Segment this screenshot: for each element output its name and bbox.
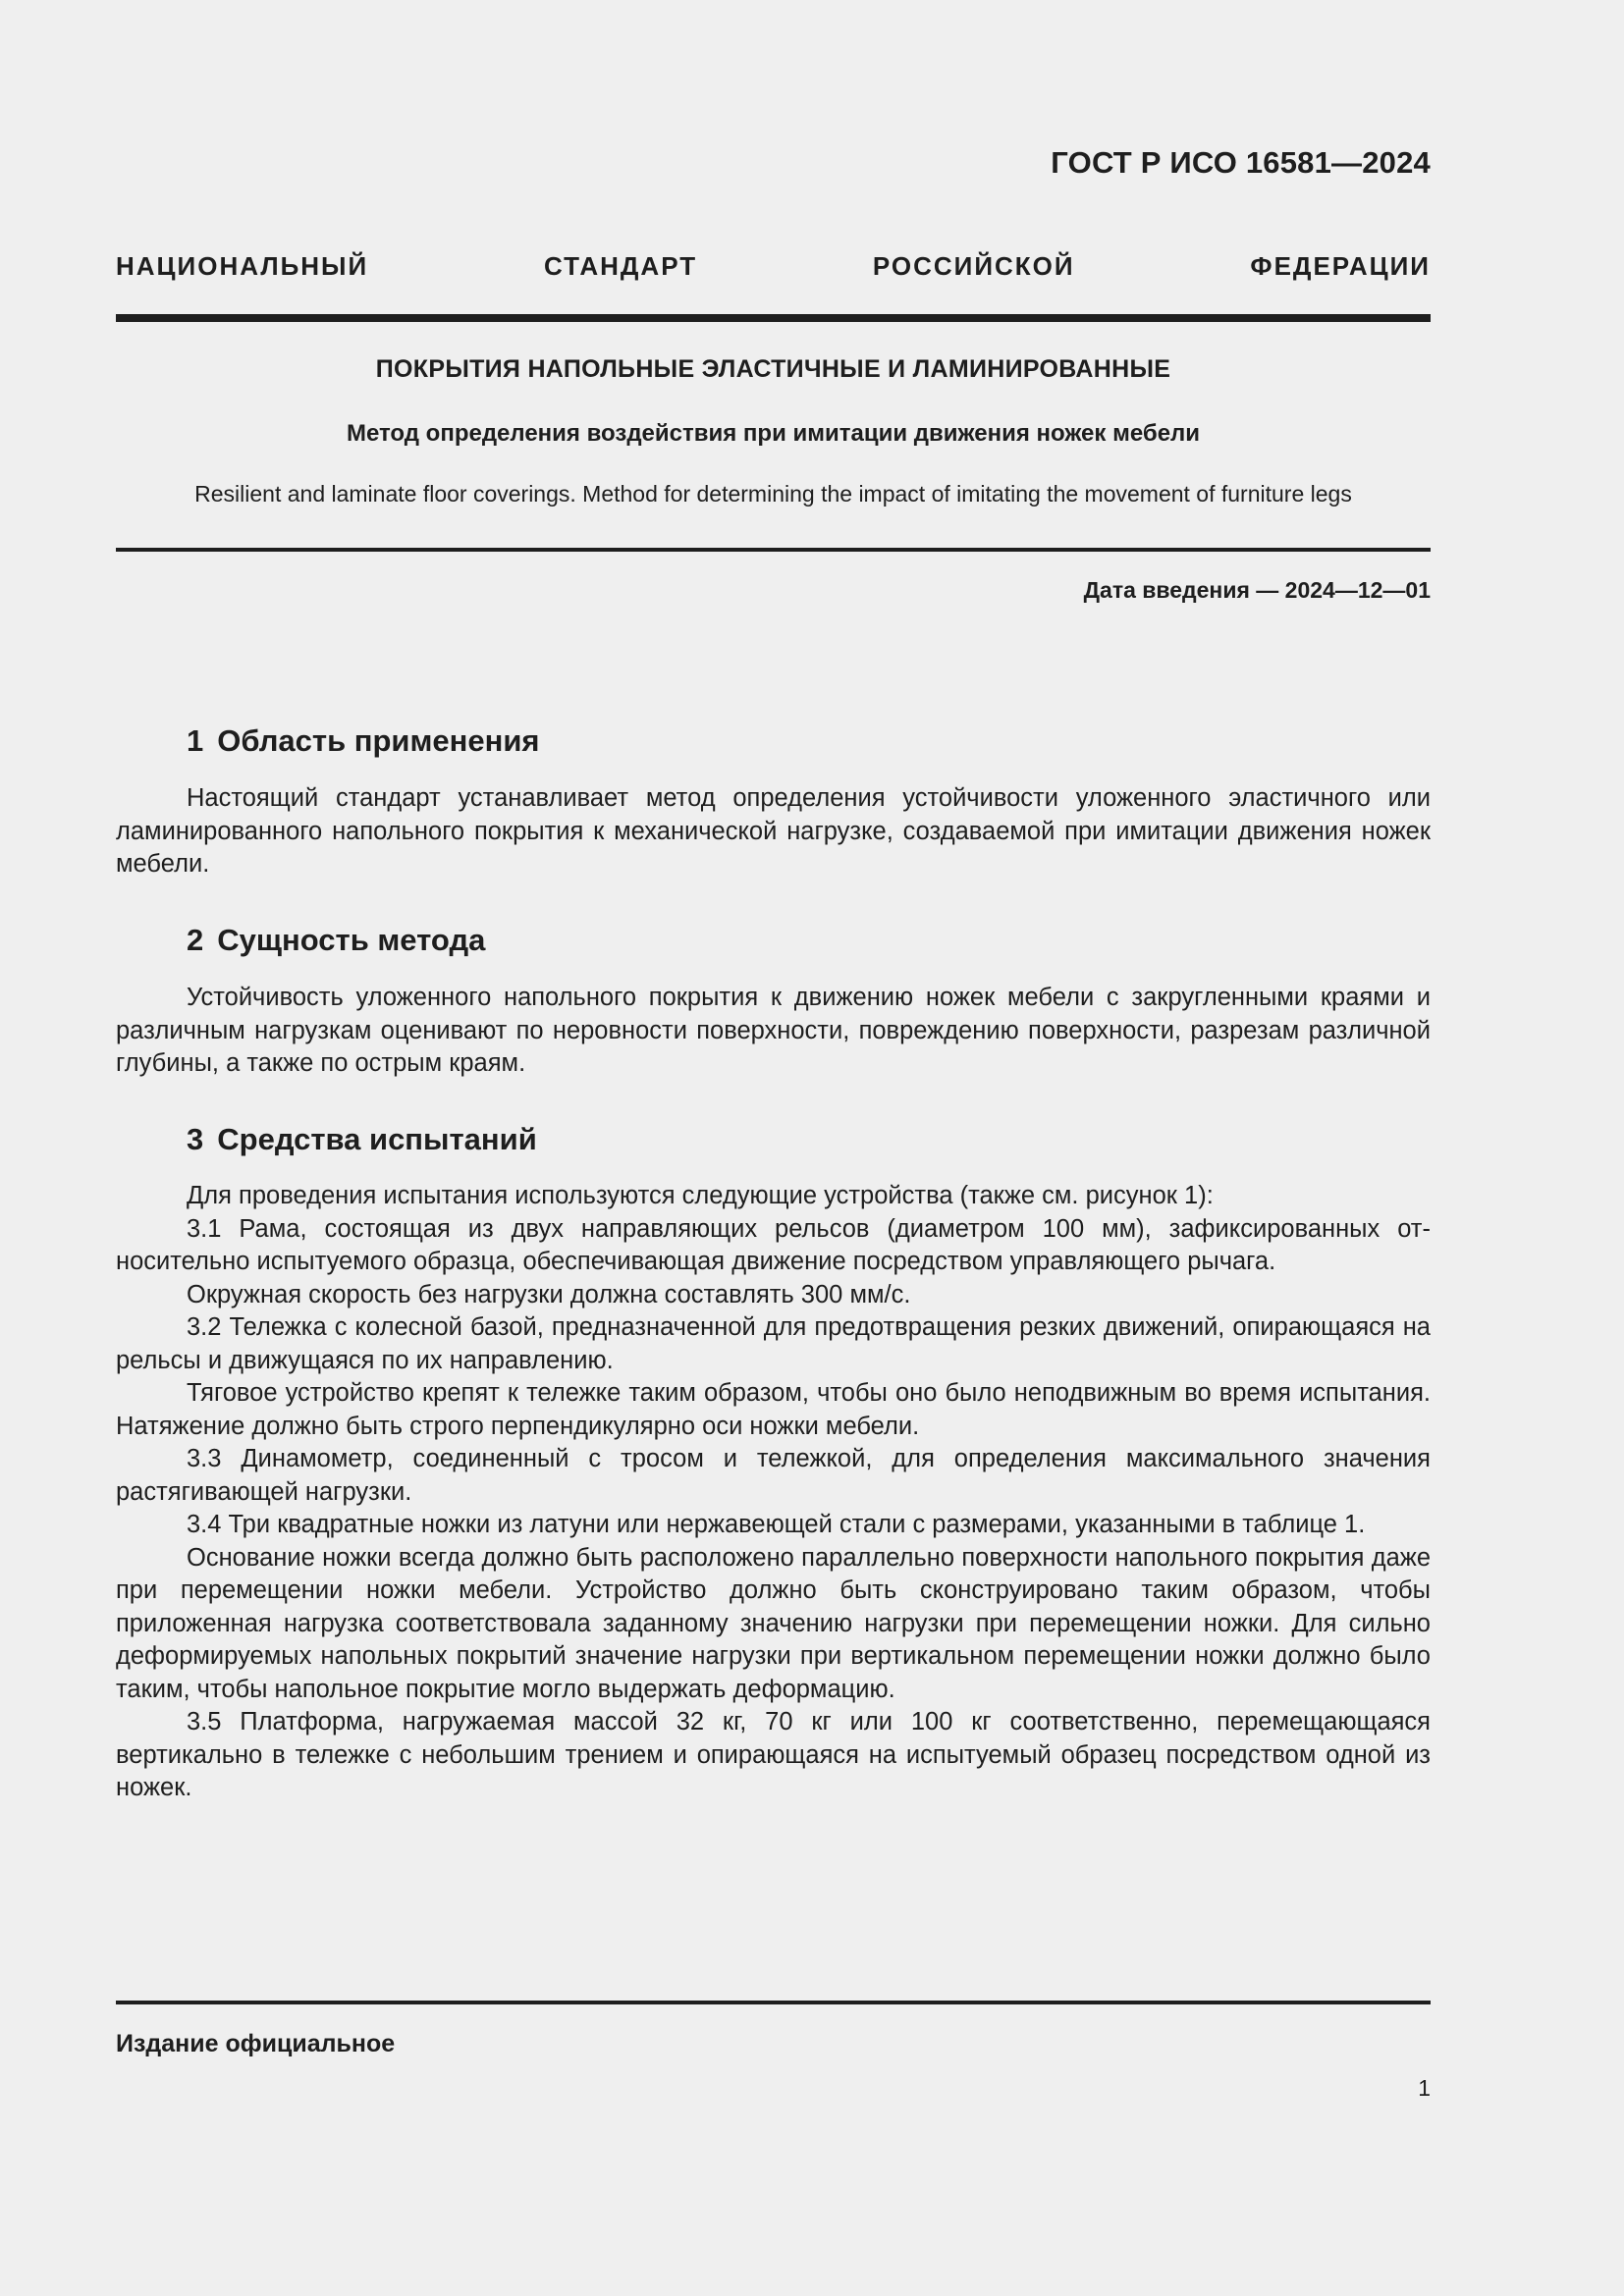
- footer-divider: [116, 2001, 1431, 2004]
- section-title: Сущность метода: [217, 923, 486, 957]
- paragraph: Окружная скорость без нагрузки должна составлять 300 мм/с.: [187, 1280, 911, 1308]
- english-title: Resilient and laminate floor coverings. Method for determining the impact of imitating the movement of furniture legs: [194, 481, 1352, 507]
- paragraph: Основание ножки всегда должно быть расположено параллельно поверхности напольного покрытия даже при перемещении ножки мебели. Устройство должно быть сконструировано таким образом, чтобы приложенная нагрузка соответствовала заданному значению нагрузки при перемещении ножки. Для сильно деформируемых напольных покрытий значение нагрузки при вертикальном перемещении ножки должно было таким, чтобы напольное покрытие могло выдержать деформацию.: [116, 1543, 1431, 1703]
- paragraph: 3.3 Динамометр, соединенный с тросом и тележкой, для определения максимального значения растягивающей нагрузки.: [116, 1445, 1431, 1506]
- paragraph: Настоящий стандарт устанавливает метод определения устойчивости уложенного эластичного или ламинированного напольного покрытия к механической нагрузке, создаваемой при имитации движения ножек мебели.: [116, 784, 1431, 878]
- section-number: 1: [187, 723, 204, 758]
- paragraph: Тяговое устройство крепят к тележке таким образом, чтобы оно было неподвижным во время испытания. Натяжение должно быть строго перпендикулярно оси ножки мебели.: [116, 1379, 1431, 1440]
- national-standard-title: НАЦИОНАЛЬНЫЙ СТАНДАРТ РОССИЙСКОЙ ФЕДЕРАЦИИ: [116, 251, 1431, 281]
- edition-label: Издание официальное: [116, 2030, 396, 2057]
- paragraph: 3.2 Тележка с колесной базой, предназначенной для предотвращения резких движений, опирающаяся на рельсы и движущаяся по их направлению.: [116, 1313, 1431, 1374]
- section-title: Область применения: [217, 723, 540, 758]
- section-body-2: [116, 982, 1431, 1081]
- paragraph: 3.4 Три квадратные ножки из латуни или нержавеющей стали с размерами, указанными в таблице 1.: [187, 1511, 1366, 1538]
- section-body-3: [116, 1180, 1431, 1805]
- section-heading-1: [187, 723, 540, 759]
- section-heading-3: [187, 1122, 537, 1157]
- section-title: Средства испытаний: [217, 1122, 537, 1156]
- paragraph: 3.5 Платформа, нагружаемая массой 32 кг, 70 кг или 100 кг соответственно, перемещающаяся вертикально в тележке с небольшим трением и опирающаяся на испытуемый образец посредством одной из ножек.: [116, 1708, 1431, 1801]
- paragraph: Для проведения испытания используются следующие устройства (также см. рисунок 1):: [187, 1182, 1214, 1209]
- section-body-1: [116, 782, 1431, 881]
- paragraph: Устойчивость уложенного напольного покрытия к движению ножек мебели с закругленными краями и различным нагрузкам оценивают по неровности поверхности, повреждению поверхности, разрезам различной глубины, а также по острым краям.: [116, 984, 1431, 1077]
- introduction-date: Дата введения — 2024—12—01: [1083, 577, 1431, 603]
- section-number: 2: [187, 923, 204, 957]
- document-number: ГОСТ Р ИСО 16581—2024: [1051, 145, 1431, 180]
- header-divider: [116, 314, 1431, 322]
- section-heading-2: [187, 923, 485, 958]
- paragraph: 3.1 Рама, состоящая из двух направляющих рельсов (диаметром 100 мм), зафиксированных относительно испытуемого образца, обеспечивающая движение посредством управляющего рычага.: [116, 1214, 1431, 1275]
- page-number: 1: [1418, 2075, 1431, 2101]
- title-divider: [116, 548, 1431, 552]
- section-number: 3: [187, 1122, 204, 1156]
- standard-title: ПОКРЫТИЯ НАПОЛЬНЫЕ ЭЛАСТИЧНЫЕ И ЛАМИНИРОВАННЫЕ: [375, 355, 1171, 383]
- document-page: [116, 0, 1431, 2296]
- standard-subtitle: Метод определения воздействия при имитации движения ножек мебели: [346, 420, 1201, 447]
